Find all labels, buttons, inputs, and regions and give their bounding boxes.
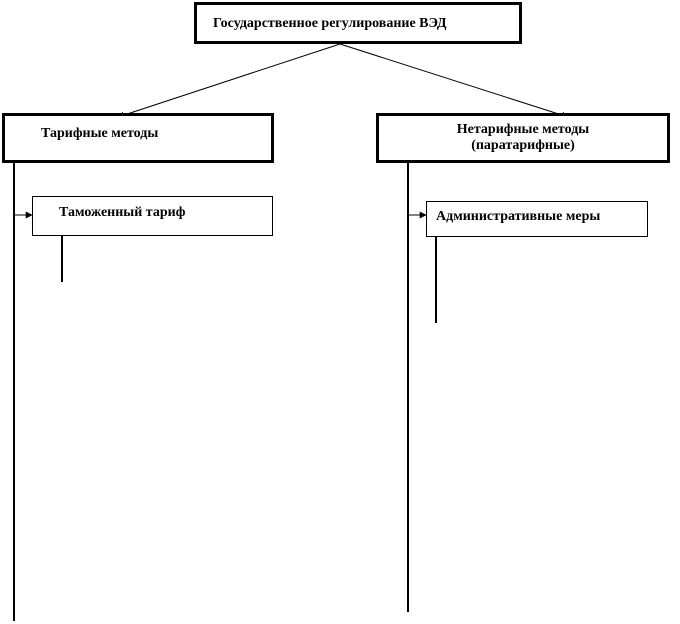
customs-tariff-label: Таможенный тариф	[59, 205, 186, 220]
arrow-root-to-nontariff	[340, 44, 568, 117]
nontariff-methods-node	[376, 113, 670, 163]
root-node	[194, 2, 522, 44]
arrow-root-to-tariff	[118, 44, 340, 117]
tariff-methods-label: Тарифные методы	[41, 126, 159, 141]
nontariff-methods-label	[379, 122, 667, 154]
nontariff-methods-label-line1: Нетарифные методы	[456, 122, 590, 137]
customs-tariff-node	[32, 196, 273, 236]
nontariff-methods-label-line2: (паратарифные)	[471, 138, 575, 153]
admin-measures-node	[426, 201, 648, 237]
tariff-methods-node	[2, 113, 274, 163]
root-node-label: Государственное регулирование ВЭД	[213, 16, 447, 31]
admin-measures-label: Административные меры	[436, 209, 601, 224]
